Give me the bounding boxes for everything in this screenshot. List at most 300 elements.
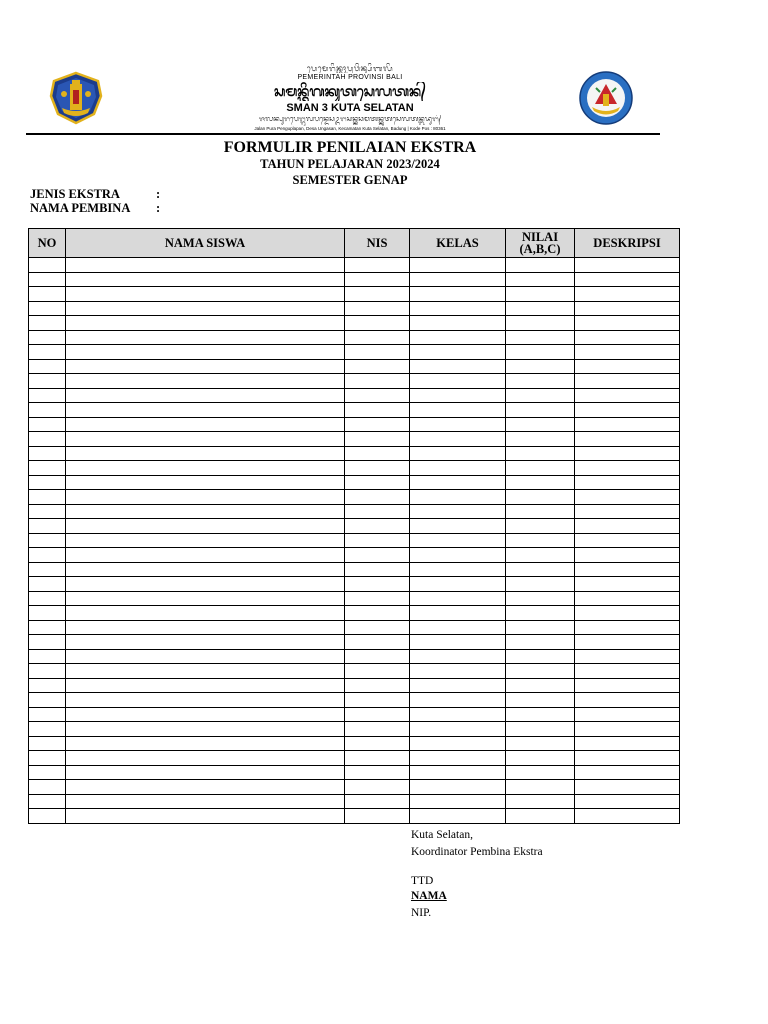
letterhead-script-address: ᬚᬮᬦ᭄ᬧᬸᬭᬧᬾᬗ᭄ᬕᬸᬮᬧᬦ᭄ᬤᬾᬲᬉᬗᬲᬦ᭄ᬓᬘᬫᬢᬦ᭄ᬓᬸᬢᬲᬾᬮᬢᬦ᭄ᬩᬤᬸᬗ᭄ (258, 115, 442, 123)
cell-deskripsi[interactable] (575, 446, 680, 461)
table-row (29, 403, 680, 418)
cell-nilai[interactable] (506, 533, 575, 548)
cell-deskripsi[interactable] (575, 533, 680, 548)
cell-deskripsi[interactable] (575, 258, 680, 273)
cell-kelas[interactable] (410, 533, 506, 548)
cell-no[interactable] (29, 475, 66, 490)
cell-deskripsi[interactable] (575, 475, 680, 490)
cell-nis[interactable] (345, 577, 410, 592)
cell-nis[interactable] (345, 258, 410, 273)
table-row (29, 272, 680, 287)
cell-nis[interactable] (345, 794, 410, 809)
cell-no[interactable] (29, 635, 66, 650)
cell-deskripsi[interactable] (575, 693, 680, 708)
cell-deskripsi[interactable] (575, 736, 680, 751)
cell-nilai[interactable] (506, 649, 575, 664)
cell-nama-siswa[interactable] (66, 330, 345, 345)
cell-nilai[interactable] (506, 330, 575, 345)
cell-deskripsi[interactable] (575, 490, 680, 505)
cell-nilai[interactable] (506, 562, 575, 577)
cell-nama-siswa[interactable] (66, 751, 345, 766)
letterhead-divider (26, 133, 660, 135)
table-row (29, 287, 680, 302)
cell-nis[interactable] (345, 809, 410, 824)
cell-nilai[interactable] (506, 765, 575, 780)
table-row (29, 316, 680, 331)
cell-nama-siswa[interactable] (66, 374, 345, 389)
bali-province-emblem-icon (48, 70, 104, 126)
cell-deskripsi[interactable] (575, 780, 680, 795)
table-row (29, 388, 680, 403)
cell-nilai[interactable] (506, 374, 575, 389)
cell-nama-siswa[interactable] (66, 794, 345, 809)
nama-pembina-field (30, 201, 160, 216)
table-row (29, 519, 680, 534)
cell-nilai[interactable] (506, 722, 575, 737)
cell-no[interactable] (29, 374, 66, 389)
cell-nilai[interactable] (506, 736, 575, 751)
cell-nama-siswa[interactable] (66, 635, 345, 650)
table-row (29, 301, 680, 316)
cell-no[interactable] (29, 620, 66, 635)
cell-nilai[interactable] (506, 751, 575, 766)
cell-nis[interactable] (345, 722, 410, 737)
cell-no[interactable] (29, 562, 66, 577)
cell-nis[interactable] (345, 490, 410, 505)
cell-nilai[interactable] (506, 403, 575, 418)
cell-no[interactable] (29, 345, 66, 360)
header-nilai (506, 229, 575, 258)
cell-kelas[interactable] (410, 374, 506, 389)
cell-no[interactable] (29, 461, 66, 476)
cell-kelas[interactable] (410, 780, 506, 795)
cell-nilai[interactable] (506, 345, 575, 360)
grading-table (28, 228, 680, 824)
cell-nis[interactable] (345, 461, 410, 476)
cell-kelas[interactable] (410, 417, 506, 432)
cell-nis[interactable] (345, 403, 410, 418)
cell-nis[interactable] (345, 475, 410, 490)
cell-nis[interactable] (345, 620, 410, 635)
jenis-ekstra-label: JENIS EKSTRA (30, 187, 120, 201)
table-row (29, 620, 680, 635)
cell-deskripsi[interactable] (575, 606, 680, 621)
cell-deskripsi[interactable] (575, 620, 680, 635)
cell-nilai[interactable] (506, 809, 575, 824)
cell-nilai[interactable] (506, 446, 575, 461)
table-row (29, 504, 680, 519)
cell-no[interactable] (29, 504, 66, 519)
cell-deskripsi[interactable] (575, 548, 680, 563)
cell-nama-siswa[interactable] (66, 722, 345, 737)
cell-deskripsi[interactable] (575, 374, 680, 389)
cell-kelas[interactable] (410, 649, 506, 664)
table-row (29, 359, 680, 374)
cell-nis[interactable] (345, 606, 410, 621)
table-row (29, 765, 680, 780)
cell-kelas[interactable] (410, 461, 506, 476)
cell-deskripsi[interactable] (575, 316, 680, 331)
cell-nama-siswa[interactable] (66, 504, 345, 519)
cell-nis[interactable] (345, 417, 410, 432)
cell-nama-siswa[interactable] (66, 359, 345, 374)
cell-kelas[interactable] (410, 388, 506, 403)
cell-nis[interactable] (345, 374, 410, 389)
cell-no[interactable] (29, 533, 66, 548)
school-address: Jalan Pura Penguplapan, Desa Ungasan, Kecamatan Kuta Selatan, Badung | Kode Pos : 80361 (254, 126, 446, 131)
cell-no[interactable] (29, 272, 66, 287)
jenis-ekstra-field (30, 187, 160, 202)
cell-nilai[interactable] (506, 475, 575, 490)
government-name: PEMERINTAH PROVINSI BALI (297, 74, 403, 81)
cell-kelas[interactable] (410, 301, 506, 316)
cell-nama-siswa[interactable] (66, 345, 345, 360)
cell-kelas[interactable] (410, 330, 506, 345)
cell-nama-siswa[interactable] (66, 649, 345, 664)
cell-no[interactable] (29, 606, 66, 621)
cell-nilai[interactable] (506, 301, 575, 316)
cell-no[interactable] (29, 519, 66, 534)
cell-no[interactable] (29, 693, 66, 708)
cell-nis[interactable] (345, 649, 410, 664)
cell-kelas[interactable] (410, 490, 506, 505)
signature-nip: NIP. (411, 907, 432, 919)
cell-nama-siswa[interactable] (66, 301, 345, 316)
cell-no[interactable] (29, 258, 66, 273)
cell-deskripsi[interactable] (575, 504, 680, 519)
cell-deskripsi[interactable] (575, 272, 680, 287)
cell-nilai[interactable] (506, 591, 575, 606)
table-row (29, 461, 680, 476)
cell-deskripsi[interactable] (575, 388, 680, 403)
cell-nilai[interactable] (506, 548, 575, 563)
cell-kelas[interactable] (410, 664, 506, 679)
cell-no[interactable] (29, 794, 66, 809)
cell-nama-siswa[interactable] (66, 562, 345, 577)
cell-nilai[interactable] (506, 693, 575, 708)
cell-nis[interactable] (345, 736, 410, 751)
cell-kelas[interactable] (410, 432, 506, 447)
cell-nama-siswa[interactable] (66, 780, 345, 795)
cell-nama-siswa[interactable] (66, 736, 345, 751)
semester: SEMESTER GENAP (292, 173, 408, 187)
cell-deskripsi[interactable] (575, 635, 680, 650)
cell-nilai[interactable] (506, 461, 575, 476)
cell-nama-siswa[interactable] (66, 533, 345, 548)
table-row (29, 606, 680, 621)
table-row (29, 693, 680, 708)
cell-deskripsi[interactable] (575, 577, 680, 592)
cell-deskripsi[interactable] (575, 707, 680, 722)
cell-kelas[interactable] (410, 548, 506, 563)
jenis-ekstra-colon: : (156, 187, 161, 201)
cell-nis[interactable] (345, 533, 410, 548)
cell-no[interactable] (29, 490, 66, 505)
table-body (29, 258, 680, 824)
cell-nilai[interactable] (506, 635, 575, 650)
table-row (29, 562, 680, 577)
cell-nis[interactable] (345, 765, 410, 780)
cell-kelas[interactable] (410, 751, 506, 766)
cell-kelas[interactable] (410, 316, 506, 331)
cell-deskripsi[interactable] (575, 417, 680, 432)
cell-no[interactable] (29, 765, 66, 780)
table-row (29, 794, 680, 809)
cell-nama-siswa[interactable] (66, 287, 345, 302)
form-title: FORMULIR PENILAIAN EKSTRA (223, 139, 477, 156)
cell-nis[interactable] (345, 548, 410, 563)
header-nilai-label: NILAI (521, 230, 559, 244)
table-row (29, 591, 680, 606)
cell-deskripsi[interactable] (575, 649, 680, 664)
table-row (29, 780, 680, 795)
cell-nilai[interactable] (506, 664, 575, 679)
cell-nilai[interactable] (506, 577, 575, 592)
cell-deskripsi[interactable] (575, 287, 680, 302)
school-year: TAHUN PELAJARAN 2023/2024 (260, 157, 440, 171)
cell-deskripsi[interactable] (575, 765, 680, 780)
cell-no[interactable] (29, 809, 66, 824)
cell-deskripsi[interactable] (575, 359, 680, 374)
signature-ttd: TTD (411, 875, 434, 887)
cell-nis[interactable] (345, 780, 410, 795)
cell-nilai[interactable] (506, 504, 575, 519)
cell-nilai[interactable] (506, 272, 575, 287)
cell-nilai[interactable] (506, 287, 575, 302)
cell-deskripsi[interactable] (575, 664, 680, 679)
cell-kelas[interactable] (410, 258, 506, 273)
cell-nilai[interactable] (506, 258, 575, 273)
cell-no[interactable] (29, 359, 66, 374)
cell-nis[interactable] (345, 272, 410, 287)
cell-nama-siswa[interactable] (66, 258, 345, 273)
cell-kelas[interactable] (410, 635, 506, 650)
cell-nama-siswa[interactable] (66, 461, 345, 476)
cell-nis[interactable] (345, 678, 410, 693)
cell-kelas[interactable] (410, 794, 506, 809)
cell-deskripsi[interactable] (575, 345, 680, 360)
nama-pembina-label: NAMA PEMBINA (30, 201, 131, 215)
cell-nis[interactable] (345, 287, 410, 302)
cell-nama-siswa[interactable] (66, 678, 345, 693)
cell-nilai[interactable] (506, 678, 575, 693)
cell-nis[interactable] (345, 751, 410, 766)
cell-no[interactable] (29, 330, 66, 345)
cell-kelas[interactable] (410, 722, 506, 737)
cell-no[interactable] (29, 707, 66, 722)
cell-nama-siswa[interactable] (66, 664, 345, 679)
cell-nilai[interactable] (506, 316, 575, 331)
cell-kelas[interactable] (410, 736, 506, 751)
cell-kelas[interactable] (410, 620, 506, 635)
table-row (29, 330, 680, 345)
cell-kelas[interactable] (410, 606, 506, 621)
cell-nis[interactable] (345, 707, 410, 722)
cell-nama-siswa[interactable] (66, 620, 345, 635)
cell-nilai[interactable] (506, 707, 575, 722)
cell-no[interactable] (29, 736, 66, 751)
cell-nis[interactable] (345, 388, 410, 403)
cell-no[interactable] (29, 751, 66, 766)
cell-no[interactable] (29, 432, 66, 447)
letterhead-script-school: ᬲᬫᬦ᭄ᬢᬶᬕᬓᬸᬢᬲᬾᬮᬢᬦ᭄ (274, 84, 426, 100)
cell-nis[interactable] (345, 562, 410, 577)
table-row (29, 432, 680, 447)
cell-deskripsi[interactable] (575, 591, 680, 606)
cell-kelas[interactable] (410, 345, 506, 360)
cell-kelas[interactable] (410, 562, 506, 577)
cell-deskripsi[interactable] (575, 330, 680, 345)
table-row (29, 533, 680, 548)
cell-nama-siswa[interactable] (66, 693, 345, 708)
table-row (29, 446, 680, 461)
cell-nis[interactable] (345, 446, 410, 461)
cell-deskripsi[interactable] (575, 562, 680, 577)
cell-nama-siswa[interactable] (66, 272, 345, 287)
school-emblem-icon (578, 70, 634, 126)
signature-name: NAMA (411, 890, 447, 902)
school-name: SMAN 3 KUTA SELATAN (286, 102, 414, 114)
cell-nama-siswa[interactable] (66, 519, 345, 534)
cell-kelas[interactable] (410, 359, 506, 374)
table-row (29, 374, 680, 389)
cell-no[interactable] (29, 403, 66, 418)
cell-nilai[interactable] (506, 417, 575, 432)
cell-nis[interactable] (345, 635, 410, 650)
table-row (29, 678, 680, 693)
cell-deskripsi[interactable] (575, 461, 680, 476)
signature-place: Kuta Selatan, (411, 829, 473, 841)
cell-no[interactable] (29, 301, 66, 316)
cell-nilai[interactable] (506, 388, 575, 403)
cell-nama-siswa[interactable] (66, 475, 345, 490)
cell-nama-siswa[interactable] (66, 388, 345, 403)
cell-nilai[interactable] (506, 606, 575, 621)
cell-nama-siswa[interactable] (66, 591, 345, 606)
header-kelas: KELAS (410, 229, 506, 258)
table-row (29, 635, 680, 650)
cell-deskripsi[interactable] (575, 403, 680, 418)
cell-kelas[interactable] (410, 591, 506, 606)
cell-nis[interactable] (345, 301, 410, 316)
table-row (29, 664, 680, 679)
cell-kelas[interactable] (410, 765, 506, 780)
cell-no[interactable] (29, 577, 66, 592)
cell-no[interactable] (29, 678, 66, 693)
cell-kelas[interactable] (410, 446, 506, 461)
cell-kelas[interactable] (410, 678, 506, 693)
cell-nis[interactable] (345, 330, 410, 345)
cell-nis[interactable] (345, 519, 410, 534)
cell-nis[interactable] (345, 432, 410, 447)
table-row (29, 417, 680, 432)
header-no: NO (29, 229, 66, 258)
cell-nama-siswa[interactable] (66, 490, 345, 505)
cell-no[interactable] (29, 591, 66, 606)
table-row (29, 548, 680, 563)
cell-nama-siswa[interactable] (66, 316, 345, 331)
cell-no[interactable] (29, 780, 66, 795)
cell-deskripsi[interactable] (575, 722, 680, 737)
cell-nama-siswa[interactable] (66, 417, 345, 432)
cell-kelas[interactable] (410, 475, 506, 490)
cell-no[interactable] (29, 388, 66, 403)
cell-nama-siswa[interactable] (66, 432, 345, 447)
cell-nilai[interactable] (506, 432, 575, 447)
cell-no[interactable] (29, 664, 66, 679)
table-row (29, 490, 680, 505)
cell-nis[interactable] (345, 345, 410, 360)
cell-deskripsi[interactable] (575, 678, 680, 693)
letterhead (190, 62, 510, 131)
cell-kelas[interactable] (410, 809, 506, 824)
cell-kelas[interactable] (410, 577, 506, 592)
header-nis: NIS (345, 229, 410, 258)
letterhead-script-top: ᬧᬾᬫᬾᬭᬶᬦ᭄ᬢᬄᬧ᭄ᬭᬯᬶᬦ᭄ᬲᬶᬩᬮᬶ (306, 64, 394, 73)
cell-nama-siswa[interactable] (66, 606, 345, 621)
cell-no[interactable] (29, 446, 66, 461)
cell-nama-siswa[interactable] (66, 548, 345, 563)
cell-nis[interactable] (345, 359, 410, 374)
table-row (29, 736, 680, 751)
cell-kelas[interactable] (410, 693, 506, 708)
cell-nis[interactable] (345, 316, 410, 331)
cell-nis[interactable] (345, 504, 410, 519)
table-row (29, 809, 680, 824)
cell-nama-siswa[interactable] (66, 577, 345, 592)
cell-kelas[interactable] (410, 287, 506, 302)
cell-nama-siswa[interactable] (66, 446, 345, 461)
cell-kelas[interactable] (410, 519, 506, 534)
cell-deskripsi[interactable] (575, 794, 680, 809)
table-row (29, 707, 680, 722)
cell-no[interactable] (29, 649, 66, 664)
table-row (29, 475, 680, 490)
cell-nis[interactable] (345, 591, 410, 606)
cell-nama-siswa[interactable] (66, 809, 345, 824)
signature-role: Koordinator Pembina Ekstra (411, 846, 543, 858)
table-row (29, 577, 680, 592)
cell-kelas[interactable] (410, 504, 506, 519)
cell-no[interactable] (29, 417, 66, 432)
cell-deskripsi[interactable] (575, 519, 680, 534)
cell-nilai[interactable] (506, 620, 575, 635)
cell-nilai[interactable] (506, 490, 575, 505)
cell-deskripsi[interactable] (575, 301, 680, 316)
cell-no[interactable] (29, 548, 66, 563)
cell-kelas[interactable] (410, 272, 506, 287)
cell-nilai[interactable] (506, 359, 575, 374)
cell-deskripsi[interactable] (575, 809, 680, 824)
header-nilai-scale: (A,B,C) (519, 242, 561, 256)
cell-nama-siswa[interactable] (66, 403, 345, 418)
cell-nis[interactable] (345, 664, 410, 679)
cell-nama-siswa[interactable] (66, 707, 345, 722)
cell-nilai[interactable] (506, 794, 575, 809)
cell-kelas[interactable] (410, 403, 506, 418)
cell-deskripsi[interactable] (575, 751, 680, 766)
cell-nama-siswa[interactable] (66, 765, 345, 780)
cell-deskripsi[interactable] (575, 432, 680, 447)
cell-kelas[interactable] (410, 707, 506, 722)
nama-pembina-colon: : (156, 201, 161, 215)
cell-no[interactable] (29, 722, 66, 737)
cell-nilai[interactable] (506, 519, 575, 534)
cell-no[interactable] (29, 316, 66, 331)
cell-nis[interactable] (345, 693, 410, 708)
cell-nilai[interactable] (506, 780, 575, 795)
cell-no[interactable] (29, 287, 66, 302)
